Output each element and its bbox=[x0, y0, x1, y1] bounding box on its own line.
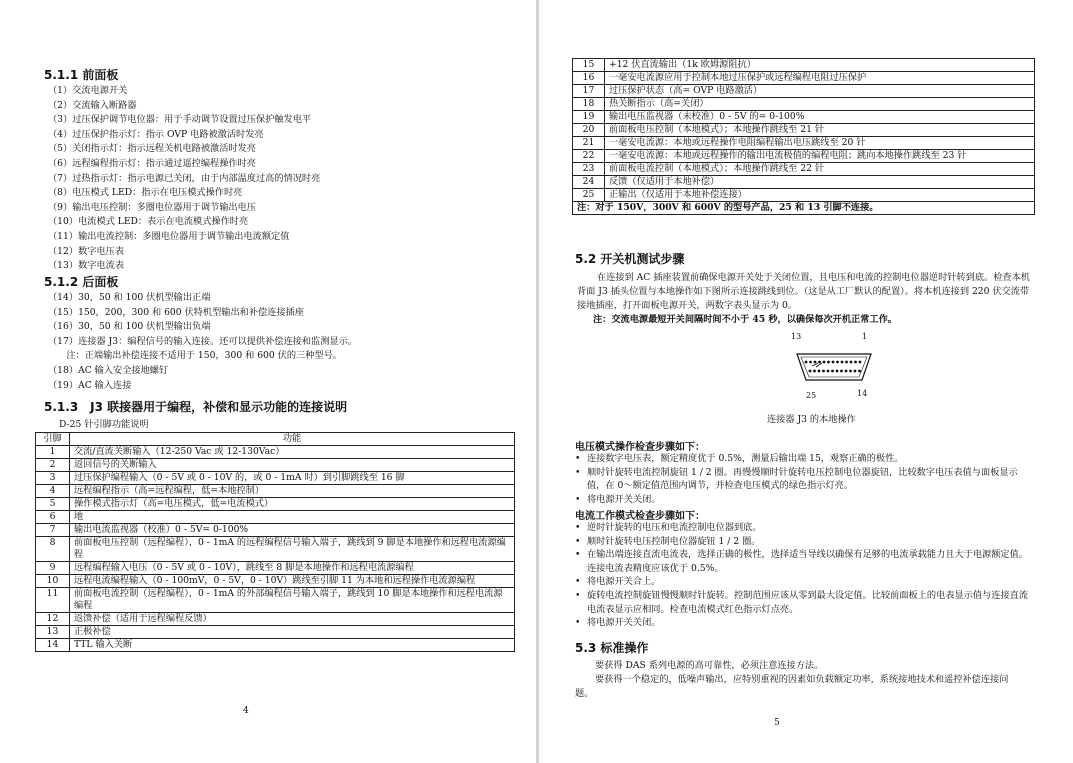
table-row bbox=[573, 150, 1035, 163]
table-header-function: 功能 bbox=[70, 433, 515, 446]
pin-function: 操作模式指示灯（高=电压模式，低=电流模式） bbox=[70, 498, 515, 511]
section-52-note: 注：交流电源最短开关间隔时间不小于 45 秒，以确保每次开机正常工作。 bbox=[593, 314, 897, 325]
section-53-body bbox=[575, 659, 1015, 701]
pin-function: 热关断指示（高=关闭） bbox=[605, 98, 1035, 111]
table-row bbox=[36, 459, 515, 472]
current-mode-steps bbox=[575, 521, 1035, 630]
section-53-paragraph: 要获得 DAS 系列电源的高可靠性，必须注意连接方法。 bbox=[595, 660, 824, 671]
table-header-pin: 引脚 bbox=[36, 433, 70, 446]
pin-number: 13 bbox=[36, 626, 70, 639]
step-item bbox=[575, 521, 1035, 535]
bullet-icon: • bbox=[575, 453, 581, 464]
section-52-title: 5.2 开关机测试步骤 bbox=[575, 252, 685, 266]
table-row bbox=[36, 639, 515, 652]
connector-label-25: 25 bbox=[806, 391, 817, 400]
db25-connector-icon bbox=[794, 350, 874, 388]
step-item bbox=[575, 535, 1035, 549]
step-text: 旋转电流控制旋钮慢慢顺时针旋转。控制范围应该从零到最大设定值。比较前面板上的电表显示值与连接直流电流表显示应相同。检查电流模式红色指示灯点亮。 bbox=[587, 589, 1028, 615]
step-item bbox=[575, 466, 1035, 493]
left-page bbox=[0, 0, 536, 763]
connector-label-14: 14 bbox=[857, 389, 868, 398]
step-text: 在输出端连接直流电流表，选择正确的极性，选择适当导线以确保有足够的电流承载能力且大于电源额定值。连接电流表精度应该优于 0.5%。 bbox=[587, 549, 1028, 574]
step-item bbox=[575, 589, 1035, 616]
page-number: 5 bbox=[774, 718, 780, 728]
front-panel-item: （8）电压模式 LED：指示在电压模式操作时亮 bbox=[48, 187, 243, 199]
table-row bbox=[36, 562, 515, 575]
step-item bbox=[575, 452, 1035, 466]
pin-number: 23 bbox=[573, 163, 605, 176]
pin-function: 远程编程输入电压（0 - 5V 或 0 - 10V），跳线至 8 脚是本地操作和远程电流源编程 bbox=[70, 562, 515, 575]
pin-number: 6 bbox=[36, 511, 70, 524]
table-caption: D-25 针引脚功能说明 bbox=[59, 419, 149, 430]
pin-function: 前面板电流控制（远程编程），0 - 1mA 的外部编程信号输入端子，跳线到 10 脚是本地操作和远程电流源编程 bbox=[70, 588, 515, 613]
connector-label-13: 13 bbox=[791, 332, 802, 341]
current-mode-title: 电流工作模式检查步骤如下： bbox=[575, 511, 705, 522]
pin-function: 远程编程指示（高=远程编程，低=本地控制） bbox=[70, 485, 515, 498]
table-row bbox=[573, 189, 1035, 202]
pin-number: 10 bbox=[36, 575, 70, 588]
front-panel-item: （13）数字电流表 bbox=[48, 260, 125, 272]
table-row bbox=[36, 524, 515, 537]
pin-number: 11 bbox=[36, 588, 70, 613]
step-text: 将电源开关关闭。 bbox=[587, 617, 661, 629]
pin-number: 14 bbox=[36, 639, 70, 652]
bullet-icon: • bbox=[575, 535, 581, 547]
rear-panel-item: （17）连接器 J3：编程信号的输入连接。还可以提供补偿连接和监测显示。 bbox=[48, 335, 357, 347]
front-panel-item: （9）输出电压控制：多圈电位器用于调节输出电压 bbox=[48, 201, 256, 213]
table-row bbox=[36, 575, 515, 588]
front-panel-item: （4）过压保护指示灯：指示 OVP 电路被激活时发亮 bbox=[48, 128, 264, 140]
section-513-title: 5.1.3 J3 联接器用于编程，补偿和显示功能的连接说明 bbox=[44, 400, 348, 414]
table-row bbox=[573, 72, 1035, 85]
section-53-title: 5.3 标准操作 bbox=[575, 641, 649, 655]
pin-number: 12 bbox=[36, 613, 70, 626]
table-row bbox=[573, 163, 1035, 176]
pin-function: 正极补偿 bbox=[70, 626, 515, 639]
front-panel-item: （6）远程编程指示灯：指示通过遥控编程操作时亮 bbox=[48, 157, 256, 169]
rear-panel-item: 注：正端输出补偿连接不适用于 150，300 和 600 伏的三种型号。 bbox=[48, 350, 342, 362]
section-53-paragraph: 要获得一个稳定的，低噪声输出，应特别重视的因素如负载额定功率，系统接地技术和遥控补偿连接问题。 bbox=[575, 674, 1009, 699]
table-row bbox=[36, 485, 515, 498]
pin-function: TTL 输入关断 bbox=[70, 639, 515, 652]
step-item bbox=[575, 575, 1035, 589]
table-row bbox=[36, 472, 515, 485]
rear-panel-item: （14）30，50 和 100 伏机型输出正端 bbox=[48, 292, 211, 303]
step-text: 逆时针旋转的电压和电流控制电位器到底。 bbox=[587, 522, 762, 533]
connector-caption: 连接器 J3 的本地操作 bbox=[767, 414, 856, 425]
front-panel-list bbox=[48, 84, 320, 274]
pin-number: 2 bbox=[36, 459, 70, 472]
table-row bbox=[573, 124, 1035, 137]
table-row bbox=[36, 498, 515, 511]
pin-number: 21 bbox=[573, 137, 605, 150]
table-row bbox=[573, 85, 1035, 98]
pin-function: 一毫安电流源应用于控制本地过压保护或远程编程电阻过压保护 bbox=[605, 72, 1035, 85]
pin-function: 输出电流监视器（校准）0 - 5V= 0-100% bbox=[70, 524, 515, 537]
pin-number: 16 bbox=[573, 72, 605, 85]
bullet-icon: • bbox=[575, 589, 581, 601]
pin-table-left bbox=[35, 432, 515, 652]
pin-number: 9 bbox=[36, 562, 70, 575]
pin-function: 交流/直流关断输入（12-250 Vac 或 12-130Vac） bbox=[70, 446, 515, 459]
section-512-title: 5.1.2 后面板 bbox=[44, 275, 119, 289]
pin-function: 前面板电压控制（本地模式）；本地操作跳线至 21 针 bbox=[605, 124, 1035, 137]
rear-panel-list bbox=[48, 291, 357, 393]
table-row bbox=[573, 59, 1035, 72]
bullet-icon: • bbox=[575, 617, 581, 629]
front-panel-item: （1）交流电源开关 bbox=[48, 85, 128, 96]
pin-table-right bbox=[572, 58, 1035, 215]
pin-number: 4 bbox=[36, 485, 70, 498]
pin-function: 一毫安电流源：本地或远程操作电阻编程输出电压跳线至 20 针 bbox=[605, 137, 1035, 150]
pin-function: 前面板电流控制（本地模式）；本地操作跳线至 22 针 bbox=[605, 163, 1035, 176]
pin-function: 反馈（仅适用于本地补偿） bbox=[605, 176, 1035, 189]
front-panel-item: （5）关闭指示灯：指示远程关机电路被激活时发亮 bbox=[48, 143, 256, 155]
step-text: 顺时针旋转电压控制电位器旋钮 1 / 2 圈。 bbox=[587, 535, 761, 547]
pin-function: 输出电压监视器（未校准）0 - 5V 的= 0-100% bbox=[605, 111, 1035, 124]
front-panel-item: （11）输出电流控制：多圈电位器用于调节输出电流额定值 bbox=[48, 230, 290, 242]
section-511-title: 5.1.1 前面板 bbox=[44, 68, 119, 82]
table-row bbox=[36, 613, 515, 626]
table-row bbox=[36, 588, 515, 613]
pin-function: 正输出（仅适用于本地补偿连接） bbox=[605, 189, 1035, 202]
right-page bbox=[539, 0, 1073, 763]
pin-function: 过压保护状态（高= OVP 电路激活） bbox=[605, 85, 1035, 98]
pin-number: 15 bbox=[573, 59, 605, 72]
pin-number: 8 bbox=[36, 537, 70, 562]
pin-number: 25 bbox=[573, 189, 605, 202]
pin-function: 一毫安电流源：本地或远程操作的输出电流极值的编程电阻；跳向本地操作跳线至 23 针 bbox=[605, 150, 1035, 163]
step-text: 连接数字电压表，额定精度优于 0.5%，测量后输出端 15，观察正确的极性。 bbox=[587, 453, 904, 464]
step-text: 顺时针旋转电流控制旋钮 1 / 2 圈。再慢慢顺时针旋转电压控制电位器旋钮，比较数字电压表值与面板显示值，在 0～额定值范围内调节，并检查电压模式的绿色指示灯亮。 bbox=[587, 466, 1018, 492]
voltage-mode-title: 电压模式操作检查步骤如下： bbox=[575, 442, 705, 453]
page-number: 4 bbox=[243, 706, 249, 716]
section-52-paragraph: 在连接到 AC 插座装置前确保电源开关处于关闭位置，且电压和电流的控制电位器逆时针转到底。检查本机背面 J3 插头位置与本地操作如下图所示连接跳线到位。（这是从工厂默认的配置）。将本机连接到 220 伏交流带接地插座，打开面板电源开关，两数字表头显示为 0。 bbox=[577, 272, 1030, 311]
table-row bbox=[36, 626, 515, 639]
rear-panel-item: （15）150，200，300 和 600 伏特机型输出和补偿连接插座 bbox=[48, 306, 304, 318]
front-panel-item: （2）交流输入断路器 bbox=[48, 99, 137, 111]
bullet-icon: • bbox=[575, 576, 581, 588]
pin-function: 返馈补偿（适用于远程编程反馈） bbox=[70, 613, 515, 626]
pin-function: +12 伏直流输出（1k 欧姆源阻抗） bbox=[605, 59, 1035, 72]
rear-panel-item: （18）AC 输入安全接地螺钉 bbox=[48, 364, 169, 376]
table-row bbox=[36, 511, 515, 524]
pin-number: 17 bbox=[573, 85, 605, 98]
pin-number: 3 bbox=[36, 472, 70, 485]
pin-function: 返回信号的关断输入 bbox=[70, 459, 515, 472]
step-item bbox=[575, 493, 1035, 507]
rear-panel-item: （16）30，50 和 100 伏机型输出负端 bbox=[48, 321, 211, 333]
connector-label-1: 1 bbox=[862, 332, 868, 341]
bullet-icon: • bbox=[575, 549, 581, 561]
step-item bbox=[575, 616, 1035, 630]
voltage-mode-steps bbox=[575, 452, 1035, 506]
pin-number: 5 bbox=[36, 498, 70, 511]
pin-function: 前面板电压控制（远程编程），0 - 1mA 的远程编程信号输入端子，跳线到 9 脚是本地操作和远程电流源编程 bbox=[70, 537, 515, 562]
table-row bbox=[573, 98, 1035, 111]
pin-number: 1 bbox=[36, 446, 70, 459]
front-panel-item: （3）过压保护调节电位器：用于手动调节设置过压保护触发电平 bbox=[48, 114, 312, 126]
pin-number: 24 bbox=[573, 176, 605, 189]
pin-function: 过压保护编程输入（0 - 5V 或 0 - 10V 的，或 0 - 1mA 时）到引脚跳线至 16 脚 bbox=[70, 472, 515, 485]
pin-number: 18 bbox=[573, 98, 605, 111]
bullet-icon: • bbox=[575, 493, 581, 505]
front-panel-item: （12）数字电压表 bbox=[48, 245, 125, 257]
front-panel-item: （7）过热指示灯：指示电源已关闭，由于内部温度过高的情况时亮 bbox=[48, 172, 321, 184]
table-row bbox=[573, 176, 1035, 189]
step-text: 将电源开关合上。 bbox=[587, 576, 661, 588]
table-row bbox=[36, 537, 515, 562]
pin-number: 7 bbox=[36, 524, 70, 537]
rear-panel-item: （19）AC 输入连接 bbox=[48, 379, 132, 391]
bullet-icon: • bbox=[575, 466, 581, 478]
table-row bbox=[573, 137, 1035, 150]
pin-number: 19 bbox=[573, 111, 605, 124]
table-row bbox=[36, 446, 515, 459]
table-note: 注：对于 150V，300V 和 600V 的型号产品，25 和 13 引脚不连接。 bbox=[573, 202, 1035, 215]
bullet-icon: • bbox=[575, 522, 581, 533]
step-text: 将电源开关关闭。 bbox=[587, 493, 661, 505]
pin-function: 地 bbox=[70, 511, 515, 524]
pin-number: 20 bbox=[573, 124, 605, 137]
pin-function: 远程电流编程输入（0 - 100mV，0 - 5V，0 - 10V）跳线至引脚 11 为本地和远程操作电流源编程 bbox=[70, 575, 515, 588]
front-panel-item: （10）电流模式 LED：表示在电流模式操作时亮 bbox=[48, 216, 249, 228]
pin-number: 22 bbox=[573, 150, 605, 163]
table-row bbox=[573, 111, 1035, 124]
step-item bbox=[575, 548, 1035, 575]
